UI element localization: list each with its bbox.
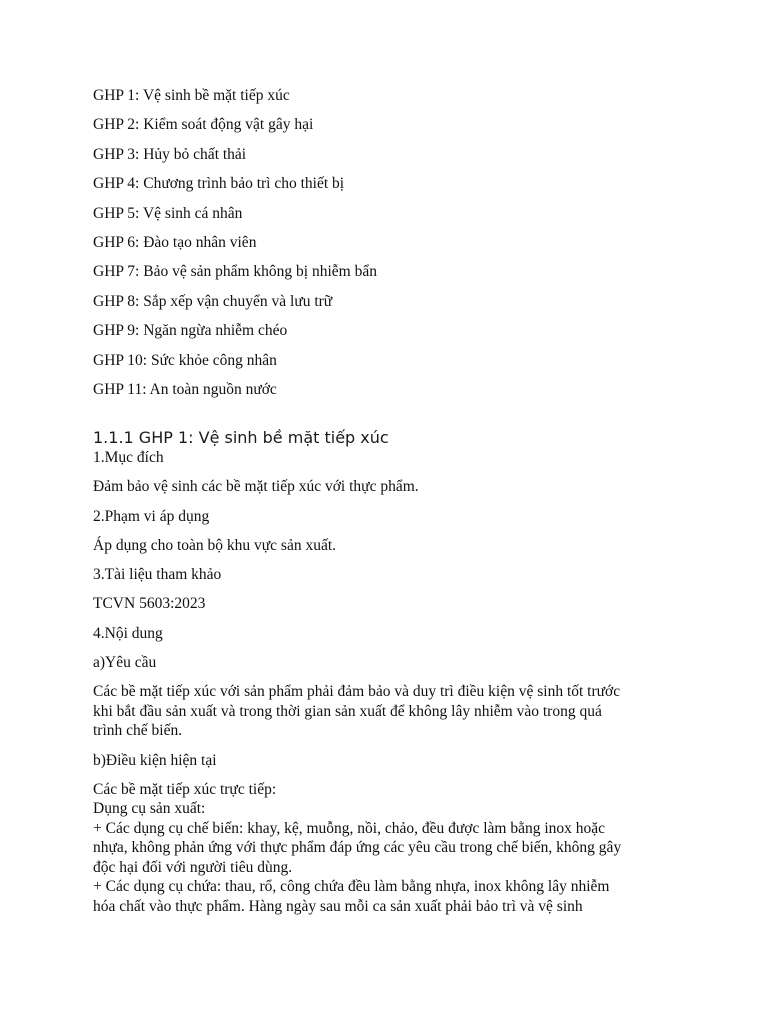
condition-line: hóa chất vào thực phẩm. Hàng ngày sau mỗi ca sản xuất phải bảo trì và vệ sinh bbox=[93, 897, 583, 915]
ghp-list-item: GHP 11: An toàn nguồn nước bbox=[93, 380, 277, 398]
reference-text: TCVN 5603:2023 bbox=[93, 595, 206, 613]
requirement-paragraph bbox=[93, 682, 683, 741]
scope-text: Áp dụng cho toàn bộ khu vực sản xuất. bbox=[93, 536, 337, 554]
condition-line: Dụng cụ sản xuất: bbox=[93, 800, 206, 818]
requirement-line: trình chế biến. bbox=[93, 722, 183, 740]
ghp-list-item: GHP 3: Hủy bỏ chất thải bbox=[93, 145, 247, 163]
condition-line: + Các dụng cụ chế biến: khay, kệ, muỗng, nồi, chảo, đều được làm bằng inox hoặc bbox=[93, 819, 606, 837]
ghp-list-item: GHP 7: Bảo vệ sản phẩm không bị nhiễm bẩn bbox=[93, 263, 377, 281]
purpose-text: Đảm bảo vệ sinh các bề mặt tiếp xúc với thực phẩm. bbox=[93, 478, 419, 496]
reference-title: 3.Tài liệu tham khảo bbox=[93, 566, 222, 584]
ghp-list-item: GHP 1: Vệ sinh bề mặt tiếp xúc bbox=[93, 87, 290, 104]
ghp-list-item: GHP 10: Sức khỏe công nhân bbox=[93, 351, 277, 369]
document-page bbox=[93, 86, 683, 916]
requirement-line: Các bề mặt tiếp xúc với sản phẩm phải đảm bảo và duy trì điều kiện vệ sinh tốt trước bbox=[93, 683, 621, 701]
condition-line: Các bề mặt tiếp xúc trực tiếp: bbox=[93, 780, 277, 798]
condition-line: độc hại đối với người tiêu dùng. bbox=[93, 858, 293, 876]
ghp-list-item: GHP 6: Đào tạo nhân viên bbox=[93, 233, 257, 251]
purpose-title: 1.Mục đích bbox=[93, 448, 164, 466]
scope-title: 2.Phạm vi áp dụng bbox=[93, 507, 210, 525]
section-heading: 1.1.1 GHP 1: Vệ sinh bề mặt tiếp xúc bbox=[93, 427, 389, 447]
requirement-title: a)Yêu cầu bbox=[93, 653, 157, 671]
requirement-line: khi bắt đầu sản xuất và trong thời gian sản xuất để không lây nhiễm vào trong quá bbox=[93, 702, 602, 720]
ghp-list-item: GHP 8: Sắp xếp vận chuyển và lưu trữ bbox=[93, 292, 333, 310]
condition-paragraph bbox=[93, 780, 683, 917]
condition-title: b)Điều kiện hiện tại bbox=[93, 751, 217, 769]
ghp-list-item: GHP 4: Chương trình bảo trì cho thiết bị bbox=[93, 175, 345, 193]
ghp-list-item: GHP 5: Vệ sinh cá nhân bbox=[93, 204, 243, 222]
content-title: 4.Nội dung bbox=[93, 624, 163, 642]
condition-line: nhựa, không phản ứng với thực phẩm đáp ứng các yêu cầu trong chế biến, không gây bbox=[93, 839, 622, 857]
ghp-list-item: GHP 9: Ngăn ngừa nhiễm chéo bbox=[93, 322, 288, 340]
ghp-list bbox=[93, 86, 683, 400]
ghp-list-item: GHP 2: Kiểm soát động vật gây hại bbox=[93, 116, 314, 134]
condition-line: + Các dụng cụ chứa: thau, rổ, công chứa đều làm bằng nhựa, inox không lây nhiễm bbox=[93, 878, 610, 896]
